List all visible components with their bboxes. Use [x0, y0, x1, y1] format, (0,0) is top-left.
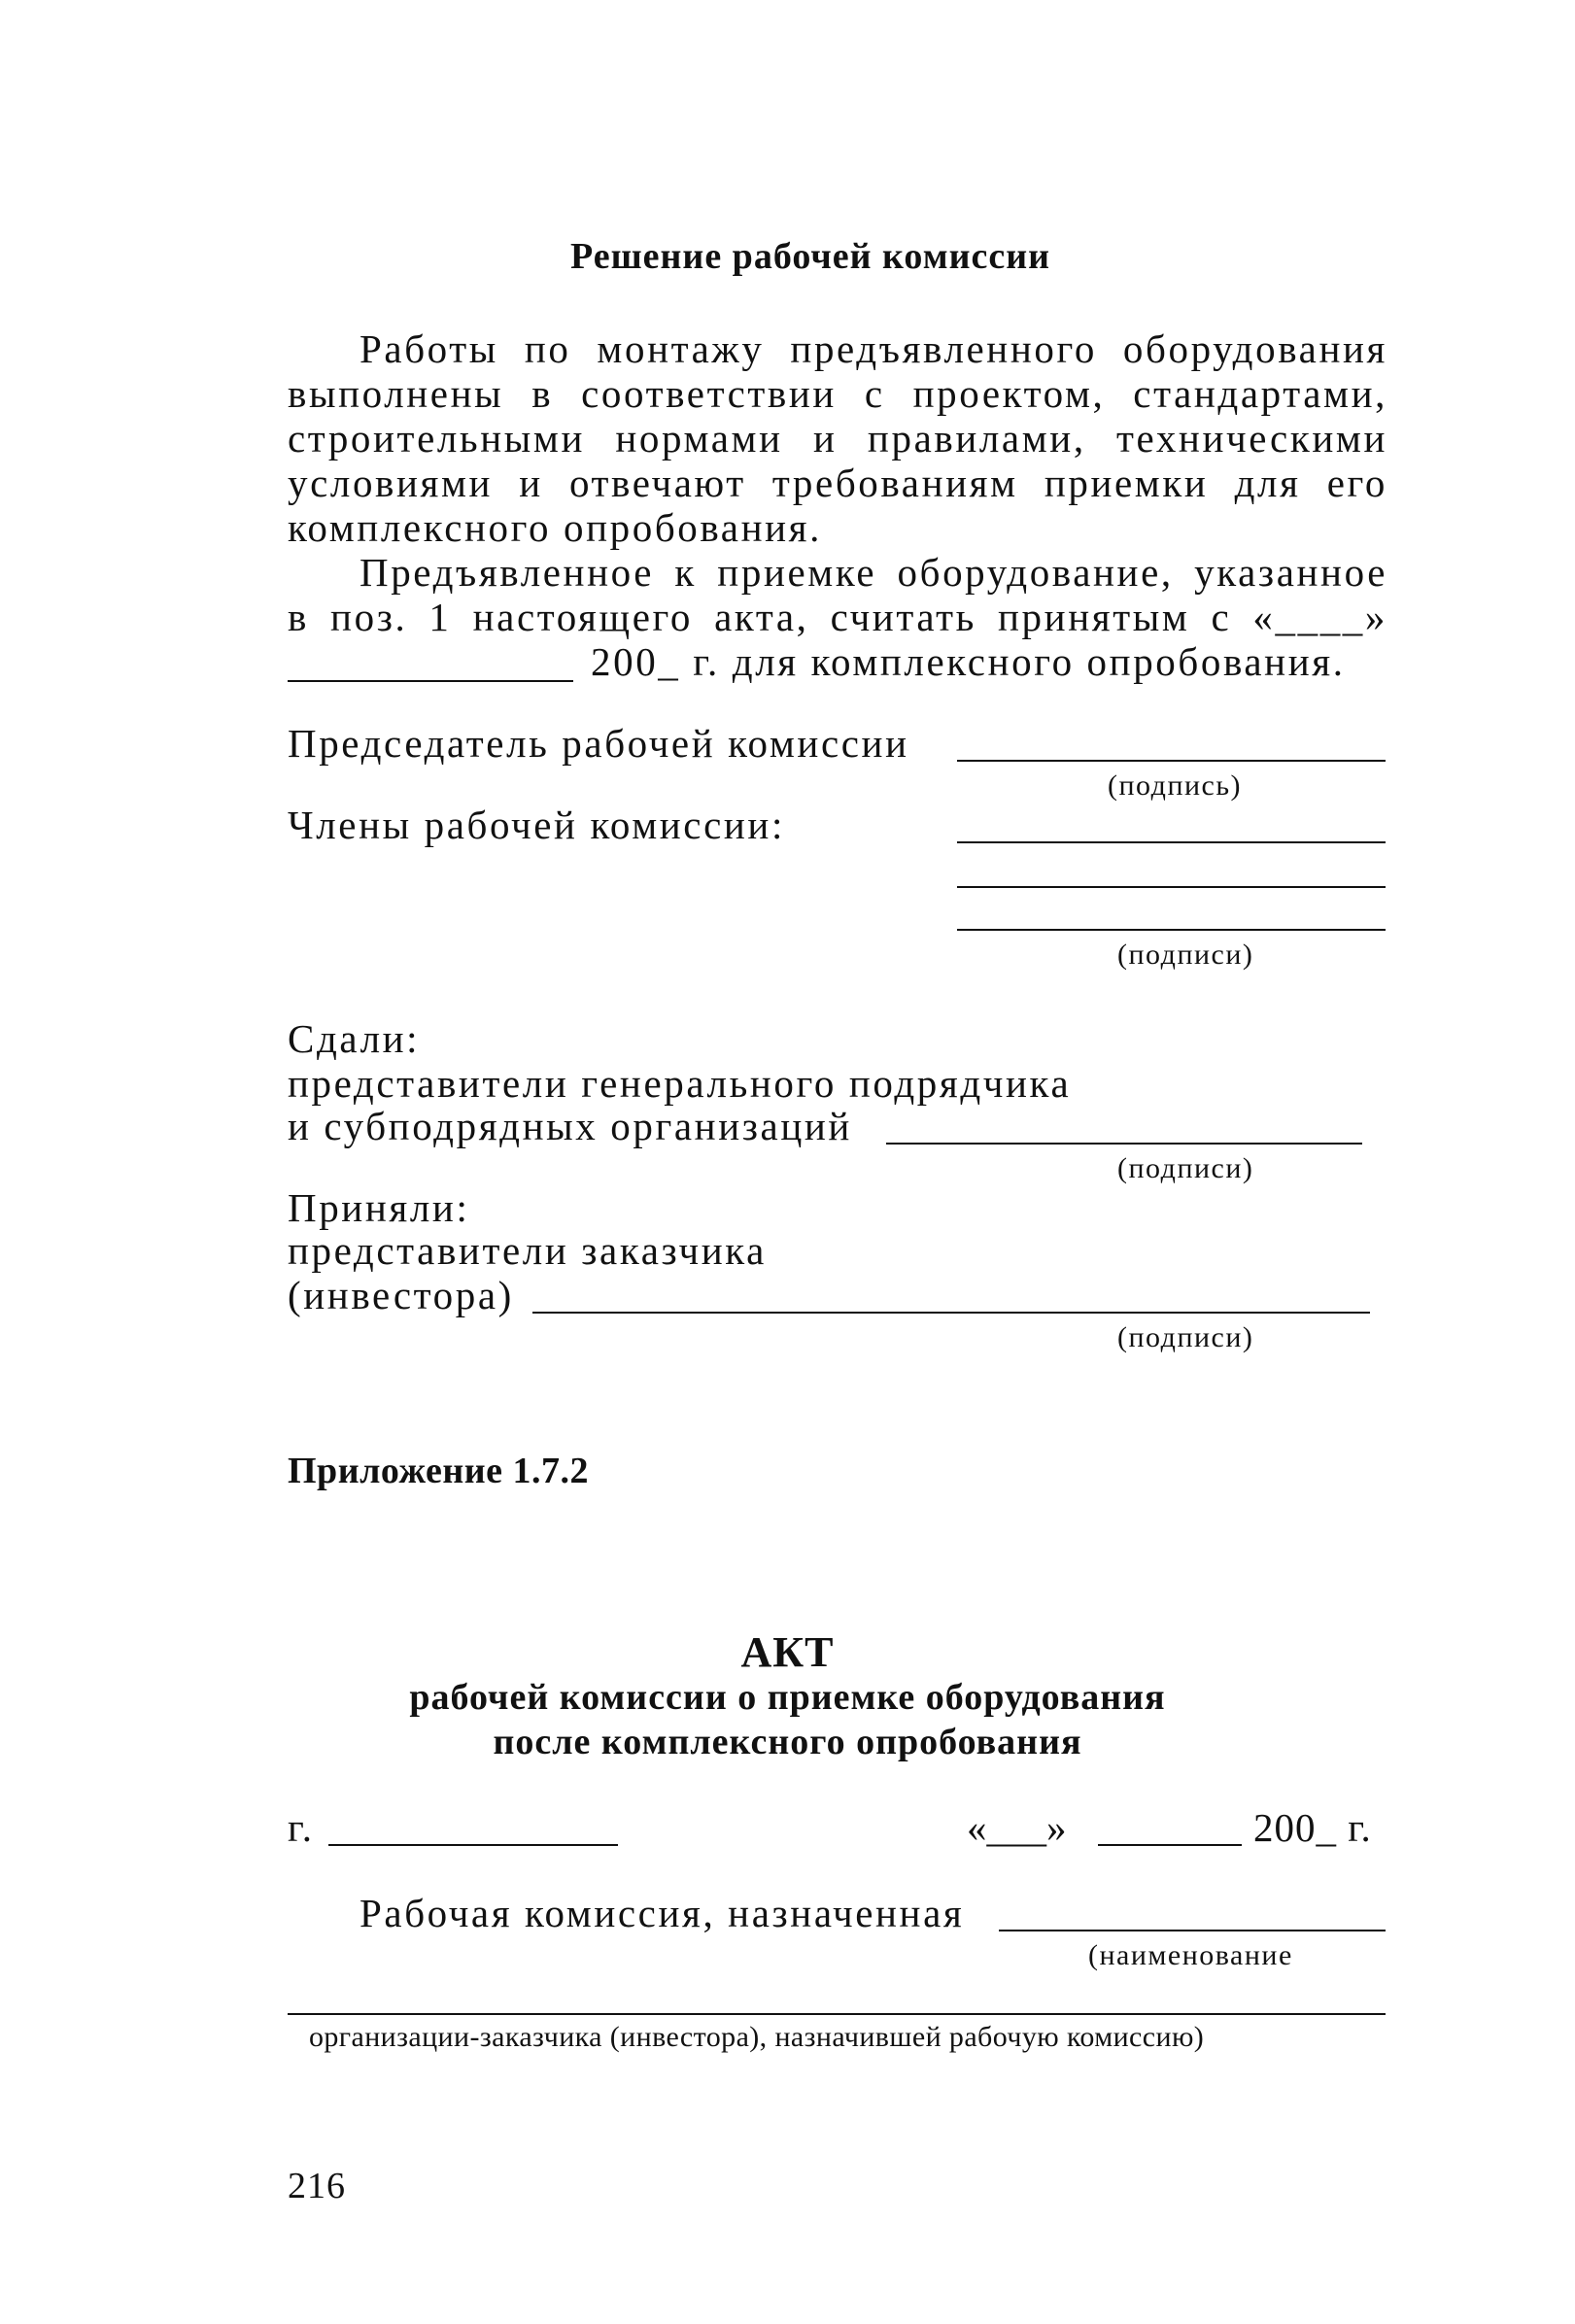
handed-line: и субподрядных организаций [288, 1104, 852, 1148]
accepted-line: (инвестора) [288, 1273, 514, 1317]
handed-label: Сдали: [288, 1016, 421, 1061]
decision-paragraph-line: Работы по монтажу предъявленного оборудования [360, 326, 1387, 371]
member-signature-line [957, 886, 1386, 888]
member-signature-line [957, 841, 1386, 843]
appendix-label: Приложение 1.7.2 [288, 1451, 590, 1491]
chairman-label: Председатель рабочей комиссии [288, 721, 909, 766]
decision-paragraph2-line: в поз. 1 настоящего акта, считать принятым с «____» [288, 595, 1387, 639]
decision-paragraph2-line: 200_ г. для комплексного опробования. [591, 639, 1346, 684]
naming-caption: (наименование [1088, 1939, 1293, 1971]
decision-paragraph2-line: Предъявленное к приемке оборудование, указанное [360, 550, 1387, 595]
act-subtitle: рабочей комиссии о приемке оборудования [409, 1677, 1166, 1718]
handed-line: представители генерального подрядчика [288, 1061, 1072, 1106]
date-day: «___» [967, 1805, 1067, 1850]
members-signature-caption: (подписи) [1117, 939, 1254, 971]
decision-paragraph-line: комплексного опробования. [288, 505, 822, 550]
act-subtitle: после комплексного опробования [493, 1722, 1082, 1762]
handed-signature-caption: (подписи) [1117, 1152, 1254, 1184]
page-number: 216 [288, 2166, 346, 2206]
accepted-signature-caption: (подписи) [1117, 1321, 1254, 1353]
chairman-signature-line [957, 760, 1386, 762]
decision-paragraph-line: выполнены в соответствии с проектом, стандартами, [288, 371, 1387, 416]
decision-paragraph-line: строительными нормами и правилами, техническими [288, 416, 1387, 461]
members-label: Члены рабочей комиссии: [288, 803, 785, 847]
date-month-line [1098, 1844, 1242, 1846]
organization-blank-line [288, 2013, 1386, 2015]
commission-label: Рабочая комиссия, назначенная [360, 1891, 965, 1935]
chairman-signature-caption: (подпись) [1108, 769, 1243, 802]
commission-blank-line [999, 1930, 1386, 1931]
city-blank-line [328, 1844, 618, 1846]
member-signature-line [957, 929, 1386, 931]
act-title: АКТ [740, 1628, 835, 1676]
accepted-signature-line [532, 1312, 1370, 1314]
decision-title: Решение рабочей комиссии [570, 236, 1050, 277]
city-prefix: г. [288, 1805, 315, 1850]
accepted-label: Приняли: [288, 1185, 470, 1230]
handed-signature-line [886, 1143, 1362, 1145]
decision-paragraph-line: условиями и отвечают требованиям приемки для его [288, 461, 1387, 505]
accepted-line: представители заказчика [288, 1228, 767, 1273]
date-year: 200_ г. [1253, 1805, 1372, 1850]
date-blank-line [288, 680, 573, 682]
organization-caption: организации-заказчика (инвестора), назначившей рабочую комиссию) [309, 2021, 1205, 2053]
